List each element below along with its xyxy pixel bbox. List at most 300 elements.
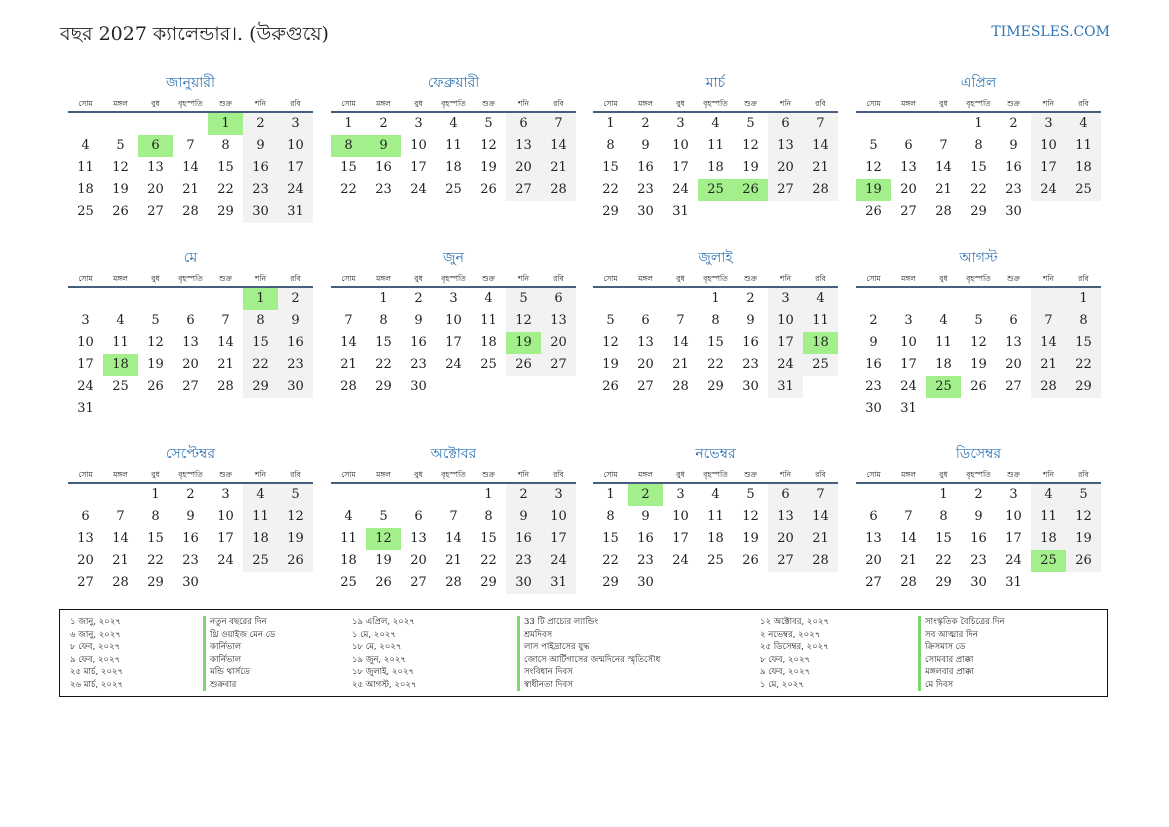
- day-cell: 15: [707, 335, 724, 350]
- weekday-label: শুক্র: [744, 274, 757, 283]
- day-grid: [68, 288, 313, 420]
- day-cell: 3: [221, 487, 230, 502]
- month-name: জুলাই: [698, 250, 733, 266]
- weekday-label: মঙ্গল: [376, 470, 391, 479]
- day-cell: 6: [641, 313, 650, 328]
- day-cell: 2: [641, 116, 650, 131]
- day-cell: 28: [541, 179, 576, 201]
- empty-cell: [698, 572, 733, 594]
- day-cell: 16: [278, 332, 313, 354]
- day-grid: [68, 113, 313, 223]
- day-cell: 26: [1066, 550, 1101, 572]
- weekday-label: রবি: [815, 470, 826, 479]
- day-cell: 13: [410, 531, 427, 546]
- empty-cell: [331, 288, 366, 310]
- day-cell: 4: [1066, 113, 1101, 135]
- day-cell: 20: [182, 357, 199, 372]
- weekday-label: মঙ্গল: [113, 274, 128, 283]
- weekday-label: বৃহস্পতি: [441, 470, 466, 479]
- legend-holiday-name: শুক্রবার: [203, 679, 348, 692]
- day-cell: 8: [331, 135, 366, 157]
- day-cell: 17: [1031, 157, 1066, 179]
- day-cell: 1: [606, 487, 615, 502]
- day-cell: 16: [506, 528, 541, 550]
- day-cell: 17: [768, 332, 803, 354]
- day-cell: 25: [480, 357, 497, 372]
- day-cell: 23: [182, 553, 199, 568]
- empty-cell: [243, 398, 278, 420]
- day-cell: 27: [77, 575, 94, 590]
- day-cell: 17: [1005, 531, 1022, 546]
- day-cell: 7: [803, 484, 838, 506]
- weekday-header: [331, 97, 576, 113]
- day-cell: 8: [606, 509, 615, 524]
- day-cell: 27: [182, 379, 199, 394]
- day-cell: 22: [707, 357, 724, 372]
- day-cell: 19: [278, 528, 313, 550]
- empty-cell: [138, 113, 173, 135]
- month-name: মে: [183, 250, 198, 266]
- empty-cell: [628, 288, 663, 310]
- day-cell: 11: [707, 509, 724, 524]
- legend-date: ১২ অক্টোবর, ২০২৭: [760, 617, 830, 627]
- day-cell: 15: [602, 160, 619, 175]
- day-cell: 1: [208, 113, 243, 135]
- day-cell: 18: [103, 354, 138, 376]
- empty-cell: [593, 288, 628, 310]
- day-cell: 5: [278, 484, 313, 506]
- day-cell: 18: [340, 553, 357, 568]
- day-cell: 28: [1031, 376, 1066, 398]
- weekday-label: বুধ: [676, 99, 685, 108]
- empty-cell: [803, 201, 838, 223]
- day-cell: 2: [746, 291, 755, 306]
- day-cell: 11: [243, 506, 278, 528]
- day-cell: 10: [900, 335, 917, 350]
- legend-date: ৮ ফেব, ২০২৭: [70, 642, 121, 652]
- day-cell: 23: [742, 357, 759, 372]
- day-cell: 3: [449, 291, 458, 306]
- day-cell: 22: [243, 354, 278, 376]
- day-cell: 4: [81, 138, 90, 153]
- day-cell: 13: [1005, 335, 1022, 350]
- day-cell: 6: [1009, 313, 1018, 328]
- day-cell: 6: [869, 509, 878, 524]
- day-cell: 30: [410, 379, 427, 394]
- day-cell: 5: [1066, 484, 1101, 506]
- day-cell: 9: [869, 335, 878, 350]
- day-cell: 14: [803, 506, 838, 528]
- legend-holiday-name: ক্রিসমাস ডে: [918, 641, 1098, 654]
- legend-date: ১ জানু, ২০২৭: [70, 617, 121, 627]
- day-cell: 23: [506, 550, 541, 572]
- weekday-label: শনি: [1042, 99, 1055, 108]
- day-cell: 12: [865, 160, 882, 175]
- day-grid: [856, 484, 1101, 594]
- day-cell: 29: [217, 204, 234, 219]
- day-cell: 13: [900, 160, 917, 175]
- day-cell: 17: [541, 528, 576, 550]
- day-cell: 8: [1066, 310, 1101, 332]
- weekday-header: [593, 97, 838, 113]
- day-cell: 24: [672, 182, 689, 197]
- day-cell: 24: [445, 357, 462, 372]
- day-grid: [856, 113, 1101, 223]
- day-cell: 28: [803, 550, 838, 572]
- weekday-label: বুধ: [414, 274, 423, 283]
- day-cell: 18: [480, 335, 497, 350]
- month-block: [68, 247, 313, 420]
- day-cell: 12: [970, 335, 987, 350]
- empty-cell: [961, 398, 996, 420]
- day-cell: 31: [768, 376, 803, 398]
- day-cell: 21: [803, 528, 838, 550]
- day-cell: 5: [606, 313, 615, 328]
- empty-cell: [506, 376, 541, 398]
- empty-cell: [208, 398, 243, 420]
- day-cell: 30: [637, 204, 654, 219]
- day-cell: 20: [900, 182, 917, 197]
- weekday-label: শুক্র: [482, 470, 495, 479]
- weekday-header: [593, 272, 838, 288]
- day-cell: 8: [243, 310, 278, 332]
- day-cell: 21: [182, 182, 199, 197]
- day-cell: 12: [112, 160, 129, 175]
- weekday-header: [856, 468, 1101, 484]
- day-cell: 20: [506, 157, 541, 179]
- month-block: [68, 443, 313, 594]
- empty-cell: [173, 113, 208, 135]
- day-grid: [331, 113, 576, 201]
- day-cell: 15: [217, 160, 234, 175]
- day-cell: 14: [182, 160, 199, 175]
- day-cell: 17: [217, 531, 234, 546]
- empty-cell: [1031, 288, 1066, 310]
- day-cell: 25: [243, 550, 278, 572]
- day-cell: 21: [340, 357, 357, 372]
- day-cell: 19: [375, 553, 392, 568]
- day-cell: 14: [340, 335, 357, 350]
- day-cell: 27: [1005, 379, 1022, 394]
- empty-cell: [698, 201, 733, 223]
- day-cell: 5: [379, 509, 388, 524]
- day-cell: 26: [742, 553, 759, 568]
- day-cell: 26: [733, 179, 768, 201]
- weekday-label: শুক্র: [219, 99, 232, 108]
- day-cell: 21: [217, 357, 234, 372]
- day-cell: 18: [1066, 157, 1101, 179]
- weekday-label: শুক্র: [482, 99, 495, 108]
- day-cell: 22: [147, 553, 164, 568]
- legend-holiday-name: 33 টি প্রাচ্যের ল্যান্ডিং: [517, 616, 747, 629]
- day-cell: 17: [278, 157, 313, 179]
- day-cell: 30: [637, 575, 654, 590]
- day-cell: 31: [278, 201, 313, 223]
- day-cell: 14: [112, 531, 129, 546]
- day-cell: 29: [707, 379, 724, 394]
- weekday-label: সোম: [78, 274, 93, 283]
- day-cell: 7: [803, 113, 838, 135]
- day-cell: 8: [484, 509, 493, 524]
- empty-cell: [436, 376, 471, 398]
- day-cell: 10: [278, 135, 313, 157]
- legend-date: ১৯ এপ্রিল, ২০২৭: [352, 617, 415, 627]
- weekday-header: [68, 97, 313, 113]
- day-cell: 30: [506, 572, 541, 594]
- weekday-label: মঙ্গল: [376, 99, 391, 108]
- day-cell: 8: [221, 138, 230, 153]
- day-cell: 12: [366, 528, 401, 550]
- empty-cell: [996, 288, 1031, 310]
- weekday-label: বৃহস্পতি: [178, 274, 203, 283]
- day-cell: 10: [768, 310, 803, 332]
- empty-cell: [401, 484, 436, 506]
- day-cell: 15: [480, 531, 497, 546]
- weekday-header: [593, 468, 838, 484]
- day-cell: 7: [541, 113, 576, 135]
- day-cell: 4: [803, 288, 838, 310]
- day-cell: 1: [379, 291, 388, 306]
- empty-cell: [103, 484, 138, 506]
- day-cell: 1: [151, 487, 160, 502]
- day-cell: 12: [742, 509, 759, 524]
- day-cell: 12: [147, 335, 164, 350]
- weekday-label: বুধ: [414, 99, 423, 108]
- month-block: [856, 443, 1101, 594]
- day-cell: 26: [602, 379, 619, 394]
- day-cell: 6: [768, 113, 803, 135]
- day-cell: 28: [445, 575, 462, 590]
- day-cell: 15: [147, 531, 164, 546]
- weekday-label: মঙ্গল: [901, 274, 916, 283]
- weekday-label: শনি: [779, 99, 792, 108]
- page-title: বছর 2027 ক্যালেন্ডার।. (উরুগুয়ে): [60, 23, 329, 45]
- empty-cell: [436, 484, 471, 506]
- legend-holiday-name: কার্নিভাল: [203, 654, 348, 667]
- month-block: [331, 72, 576, 201]
- weekday-label: রবি: [553, 99, 564, 108]
- empty-cell: [926, 113, 961, 135]
- day-cell: 1: [939, 487, 948, 502]
- day-cell: 11: [803, 310, 838, 332]
- day-cell: 21: [803, 157, 838, 179]
- day-cell: 3: [1031, 113, 1066, 135]
- weekday-label: রবি: [1078, 99, 1089, 108]
- day-cell: 23: [243, 179, 278, 201]
- day-cell: 10: [1031, 135, 1066, 157]
- weekday-label: সোম: [78, 470, 93, 479]
- weekday-label: রবি: [815, 99, 826, 108]
- day-cell: 2: [278, 288, 313, 310]
- day-cell: 20: [410, 553, 427, 568]
- day-cell: 13: [147, 160, 164, 175]
- day-cell: 11: [340, 531, 357, 546]
- weekday-label: বুধ: [151, 470, 160, 479]
- day-cell: 9: [506, 506, 541, 528]
- day-cell: 19: [970, 357, 987, 372]
- day-cell: 10: [445, 313, 462, 328]
- day-cell: 20: [637, 357, 654, 372]
- day-cell: 23: [637, 182, 654, 197]
- weekday-label: শুক্র: [744, 470, 757, 479]
- weekday-label: শনি: [517, 274, 530, 283]
- weekday-label: বুধ: [151, 274, 160, 283]
- day-cell: 14: [672, 335, 689, 350]
- weekday-label: রবি: [290, 99, 301, 108]
- day-cell: 30: [278, 376, 313, 398]
- empty-cell: [1066, 398, 1101, 420]
- day-cell: 6: [768, 484, 803, 506]
- weekday-label: শনি: [254, 99, 267, 108]
- day-cell: 29: [480, 575, 497, 590]
- day-cell: 3: [1009, 487, 1018, 502]
- day-cell: 10: [217, 509, 234, 524]
- day-cell: 30: [182, 575, 199, 590]
- day-cell: 2: [186, 487, 195, 502]
- day-cell: 3: [278, 113, 313, 135]
- day-cell: 6: [506, 113, 541, 135]
- weekday-label: মঙ্গল: [638, 99, 653, 108]
- legend-date: ১ মে, ২০২৭: [352, 629, 396, 640]
- day-cell: 14: [935, 160, 952, 175]
- day-cell: 19: [1066, 528, 1101, 550]
- day-cell: 6: [541, 288, 576, 310]
- weekday-label: বুধ: [939, 99, 948, 108]
- day-cell: 9: [1009, 138, 1018, 153]
- legend-date: ৯ ফেব, ২০২৭: [760, 667, 811, 677]
- empty-cell: [733, 572, 768, 594]
- day-cell: 7: [676, 313, 685, 328]
- day-cell: 13: [865, 531, 882, 546]
- month-block: [856, 247, 1101, 420]
- day-cell: 5: [746, 487, 755, 502]
- day-cell: 2: [379, 116, 388, 131]
- weekday-label: রবি: [815, 274, 826, 283]
- day-cell: 21: [445, 553, 462, 568]
- legend-date: ৯ ফেব, ২০২৭: [70, 654, 121, 665]
- day-cell: 9: [243, 135, 278, 157]
- day-cell: 19: [506, 332, 541, 354]
- day-cell: 10: [410, 138, 427, 153]
- day-cell: 3: [676, 487, 685, 502]
- legend-holiday-name: সাংস্কৃতিক বৈচিত্রের দিন: [918, 616, 1098, 629]
- day-cell: 28: [803, 179, 838, 201]
- weekday-label: শনি: [779, 274, 792, 283]
- month-name: নভেম্বর: [695, 446, 736, 462]
- empty-cell: [208, 288, 243, 310]
- day-cell: 27: [768, 550, 803, 572]
- day-cell: 2: [628, 484, 663, 506]
- day-cell: 23: [865, 379, 882, 394]
- day-cell: 31: [77, 401, 94, 416]
- month-name: ডিসেম্বর: [955, 446, 1002, 462]
- day-cell: 2: [506, 484, 541, 506]
- day-cell: 16: [637, 531, 654, 546]
- month-block: [593, 443, 838, 594]
- day-cell: 3: [541, 484, 576, 506]
- month-name: মার্চ: [705, 75, 726, 91]
- empty-cell: [733, 201, 768, 223]
- day-cell: 12: [278, 506, 313, 528]
- empty-cell: [103, 398, 138, 420]
- day-cell: 17: [445, 335, 462, 350]
- day-cell: 3: [676, 116, 685, 131]
- day-cell: 29: [375, 379, 392, 394]
- day-cell: 10: [1005, 509, 1022, 524]
- day-cell: 21: [900, 553, 917, 568]
- day-cell: 5: [484, 116, 493, 131]
- day-cell: 6: [138, 135, 173, 157]
- weekday-label: রবি: [290, 274, 301, 283]
- site-link[interactable]: TIMESLES.COM: [991, 24, 1110, 40]
- day-cell: 26: [970, 379, 987, 394]
- legend-holiday-name: মন্ডি থার্সডে: [203, 666, 348, 679]
- day-cell: 20: [768, 157, 803, 179]
- legend-date: ২৫ মার্চ, ২০২৭: [70, 667, 124, 677]
- day-cell: 15: [243, 332, 278, 354]
- day-cell: 7: [904, 509, 913, 524]
- legend-date: ১৯ জুন, ২০২৭: [352, 654, 406, 665]
- day-cell: 22: [375, 357, 392, 372]
- empty-cell: [663, 572, 698, 594]
- day-cell: 21: [541, 157, 576, 179]
- day-cell: 11: [445, 138, 462, 153]
- day-cell: 29: [970, 204, 987, 219]
- legend-date: ৬ জানু, ২০২৭: [70, 629, 121, 640]
- day-cell: 26: [278, 550, 313, 572]
- empty-cell: [243, 572, 278, 594]
- day-cell: 23: [637, 553, 654, 568]
- empty-cell: [68, 113, 103, 135]
- day-cell: 2: [243, 113, 278, 135]
- day-cell: 14: [445, 531, 462, 546]
- month-name: অক্টোবর: [430, 446, 477, 462]
- day-grid: [331, 288, 576, 398]
- day-cell: 16: [375, 160, 392, 175]
- empty-cell: [803, 572, 838, 594]
- weekday-label: বৃহস্পতি: [703, 99, 728, 108]
- empty-cell: [803, 376, 838, 398]
- day-cell: 29: [935, 575, 952, 590]
- day-cell: 4: [243, 484, 278, 506]
- day-cell: 1: [243, 288, 278, 310]
- empty-cell: [1066, 201, 1101, 223]
- day-cell: 22: [480, 553, 497, 568]
- day-cell: 5: [116, 138, 125, 153]
- weekday-label: মঙ্গল: [638, 470, 653, 479]
- day-cell: 5: [869, 138, 878, 153]
- day-cell: 7: [939, 138, 948, 153]
- weekday-label: বৃহস্পতি: [703, 470, 728, 479]
- legend-date: ২৫ ডিসেম্বর, ২০২৭: [760, 642, 829, 652]
- day-cell: 9: [974, 509, 983, 524]
- weekday-label: শনি: [254, 470, 267, 479]
- day-cell: 25: [803, 354, 838, 376]
- day-cell: 8: [606, 138, 615, 153]
- day-cell: 26: [865, 204, 882, 219]
- day-cell: 8: [939, 509, 948, 524]
- day-cell: 30: [1005, 204, 1022, 219]
- weekday-header: [68, 272, 313, 288]
- day-cell: 27: [147, 204, 164, 219]
- day-cell: 26: [375, 575, 392, 590]
- day-cell: 9: [641, 509, 650, 524]
- day-cell: 15: [602, 531, 619, 546]
- day-cell: 15: [375, 335, 392, 350]
- day-cell: 16: [742, 335, 759, 350]
- day-cell: 24: [541, 550, 576, 572]
- month-block: [331, 247, 576, 398]
